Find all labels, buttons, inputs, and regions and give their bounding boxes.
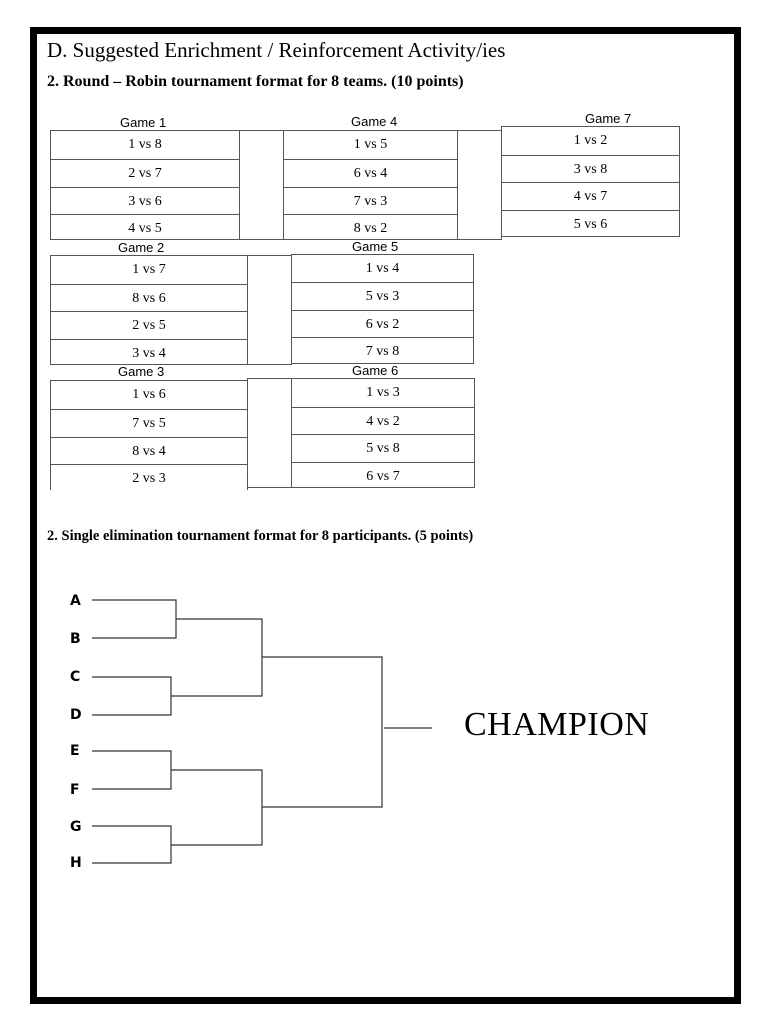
game-table: [501, 126, 680, 237]
match-cell: 7 vs 3: [353, 194, 388, 209]
participant-label: A: [70, 593, 81, 609]
match-cell: 8 vs 4: [132, 444, 166, 459]
match-cell: 4 vs 5: [128, 221, 162, 236]
round-robin-title: 2. Round – Robin tournament format for 8 teams. (10 points): [47, 73, 464, 90]
match-cell: 1 vs 8: [128, 137, 162, 152]
single-elimination-title: 2. Single elimination tournament format for 8 participants. (5 points): [47, 528, 474, 544]
match-cell: 3 vs 4: [132, 346, 166, 361]
spacer-cell: [247, 255, 292, 365]
participant-label: G: [70, 819, 82, 835]
game-title: Game 3: [118, 364, 165, 379]
match-cell: 6 vs 4: [353, 166, 388, 181]
match-cell: 1 vs 6: [132, 387, 166, 402]
participant-label: E: [70, 743, 80, 759]
match-cell: 2 vs 5: [132, 318, 166, 333]
match-cell: 2 vs 3: [132, 471, 166, 486]
game-title: Game 1: [120, 115, 167, 130]
match-cell: 1 vs 4: [365, 261, 400, 276]
match-cell: 3 vs 8: [573, 162, 608, 177]
participant-label: H: [70, 855, 82, 871]
game-title: Game 7: [585, 111, 632, 126]
match-cell: 8 vs 2: [353, 221, 388, 236]
game-table: [283, 130, 458, 240]
game-table: [50, 130, 240, 240]
match-cell: 1 vs 3: [366, 385, 400, 400]
match-cell: 6 vs 2: [365, 317, 400, 332]
match-cell: 1 vs 7: [132, 262, 166, 277]
participant-label: B: [70, 631, 81, 647]
match-cell: 6 vs 7: [366, 469, 400, 484]
match-cell: 5 vs 8: [366, 441, 400, 456]
game-table: [291, 378, 475, 488]
match-cell: 3 vs 6: [128, 194, 162, 209]
participant-label: F: [70, 782, 80, 798]
spacer-cell: [239, 130, 284, 240]
match-cell: 8 vs 6: [132, 291, 166, 306]
match-cell: 5 vs 6: [573, 217, 608, 232]
match-cell: 7 vs 5: [132, 416, 166, 431]
match-cell: 7 vs 8: [365, 344, 400, 359]
champion-label: CHAMPION: [464, 706, 650, 743]
section-heading: D. Suggested Enrichment / Reinforcement Activity/ies: [47, 38, 506, 62]
match-cell: 2 vs 7: [128, 166, 162, 181]
match-cell: 4 vs 7: [573, 189, 608, 204]
match-cell: 1 vs 2: [573, 133, 608, 148]
game-title: Game 5: [352, 239, 399, 254]
participant-label: C: [70, 669, 81, 685]
game-table: [50, 255, 248, 365]
match-cell: 4 vs 2: [366, 414, 400, 429]
game-title: Game 2: [118, 240, 165, 255]
participant-label: D: [70, 707, 82, 723]
match-cell: 5 vs 3: [365, 289, 400, 304]
match-cell: 1 vs 5: [353, 137, 388, 152]
game-title: Game 6: [352, 363, 399, 378]
spacer-cell: [457, 130, 502, 240]
spacer-cell: [247, 378, 292, 488]
game-table: [50, 380, 248, 490]
game-table: [291, 254, 474, 364]
game-title: Game 4: [351, 114, 398, 129]
